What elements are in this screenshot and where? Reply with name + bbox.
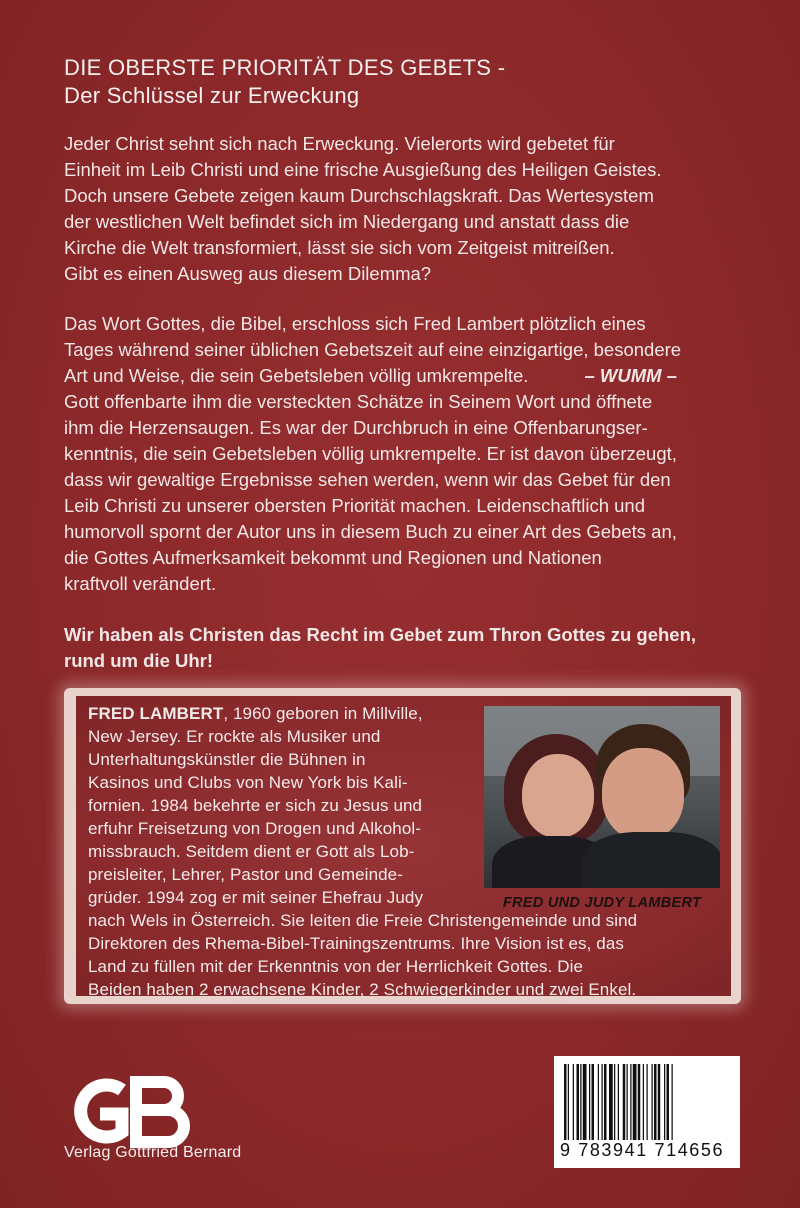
text-line: Jeder Christ sehnt sich nach Erweckung. Vielerorts wird gebetet für: [64, 133, 615, 154]
text-line: Kirche die Welt transformiert, lässt sie sich vom Zeitgeist mitreißen.: [64, 237, 615, 258]
text-segment: Art und Weise, die sein Gebetsleben völlig umkrempelte.: [64, 365, 529, 386]
bio-line: New Jersey. Er rockte als Musiker und: [88, 727, 381, 746]
description-paragraph: [64, 311, 754, 597]
text-line: Das Wort Gottes, die Bibel, erschloss sich Fred Lambert plötzlich eines: [64, 313, 646, 334]
text-line: Einheit im Leib Christi und eine frische Ausgießung des Heiligen Geistes.: [64, 159, 662, 180]
bio-line: Unterhaltungskünstler die Bühnen in: [88, 750, 366, 769]
book-title: [64, 54, 505, 110]
bio-line: [88, 702, 728, 725]
text-line: die Gottes Aufmerksamkeit bekommt und Regionen und Nationen: [64, 547, 602, 568]
bio-line: preisleiter, Lehrer, Pastor und Gemeinde-: [88, 865, 403, 884]
text-segment: , 1960 geboren in Millville,: [223, 704, 423, 723]
text-line: Leib Christi zu unserer obersten Priorität machen. Leidenschaftlich und: [64, 495, 646, 516]
author-name: FRED LAMBERT: [88, 704, 224, 723]
text-line: kenntnis, die sein Gebetsleben völlig umkrempelte. Er ist davon überzeugt,: [64, 443, 677, 464]
intro-paragraph: [64, 131, 754, 287]
text-line: dass wir gewaltige Ergebnisse sehen werden, wenn wir das Gebet für den: [64, 469, 671, 490]
text-line: [64, 363, 754, 389]
bio-line: grüder. 1994 zog er mit seiner Ehefrau Judy: [88, 888, 424, 907]
text-line: ihm die Herzensaugen. Es war der Durchbruch in eine Offenbarungser-: [64, 417, 648, 438]
bio-line: fornien. 1984 bekehrte er sich zu Jesus und: [88, 796, 423, 815]
bio-line: Kasinos und Clubs von New York bis Kali-: [88, 773, 408, 792]
bio-line: Land zu füllen mit der Erkenntnis von der Herrlichkeit Gottes. Die: [88, 957, 584, 976]
bio-line: Beiden haben 2 erwachsene Kinder, 2 Schwiegerkinder und zwei Enkel.: [88, 980, 637, 999]
publisher-name: Verlag Gottfried Bernard: [64, 1144, 242, 1161]
bio-line: Direktoren des Rhema-Bibel-Trainingszentrums. Ihre Vision ist es, das: [88, 934, 625, 953]
photo-caption: FRED UND JUDY LAMBERT: [502, 895, 702, 911]
bio-line: missbrauch. Seitdem dient er Gott als Lob-: [88, 842, 415, 861]
text-line: Gibt es einen Ausweg aus diesem Dilemma?: [64, 263, 432, 284]
text-line: rund um die Uhr!: [64, 650, 214, 671]
wumm-emphasis: – WUMM –: [584, 365, 677, 386]
text-line: Doch unsere Gebete zeigen kaum Durchschlagskraft. Das Wertesystem: [64, 185, 654, 206]
title-main: DIE OBERSTE PRIORITÄT DES GEBETS -: [64, 55, 506, 80]
text-line: kraftvoll verändert.: [64, 573, 217, 594]
text-line: Wir haben als Christen das Recht im Gebet zum Thron Gottes zu gehen,: [64, 624, 697, 645]
bio-line: nach Wels in Österreich. Sie leiten die Freie Christengemeinde und sind: [88, 911, 638, 930]
text-line: humorvoll spornt der Autor uns in diesem Buch zu einer Art des Gebets an,: [64, 521, 677, 542]
text-line: der westlichen Welt befindet sich im Niedergang und anstatt dass die: [64, 211, 630, 232]
author-bio-text: [88, 702, 728, 1001]
text-line: Gott offenbarte ihm die versteckten Schätze in Seinem Wort und öffnete: [64, 391, 653, 412]
barcode-digits: 9 783941 714656: [560, 1140, 725, 1160]
text-line: Tages während seiner üblichen Gebetszeit auf eine einzigartige, besondere: [64, 339, 682, 360]
title-subtitle: Der Schlüssel zur Erweckung: [64, 83, 360, 108]
bio-line: erfuhr Freisetzung von Drogen und Alkohol-: [88, 819, 422, 838]
highlight-statement: [64, 622, 754, 674]
